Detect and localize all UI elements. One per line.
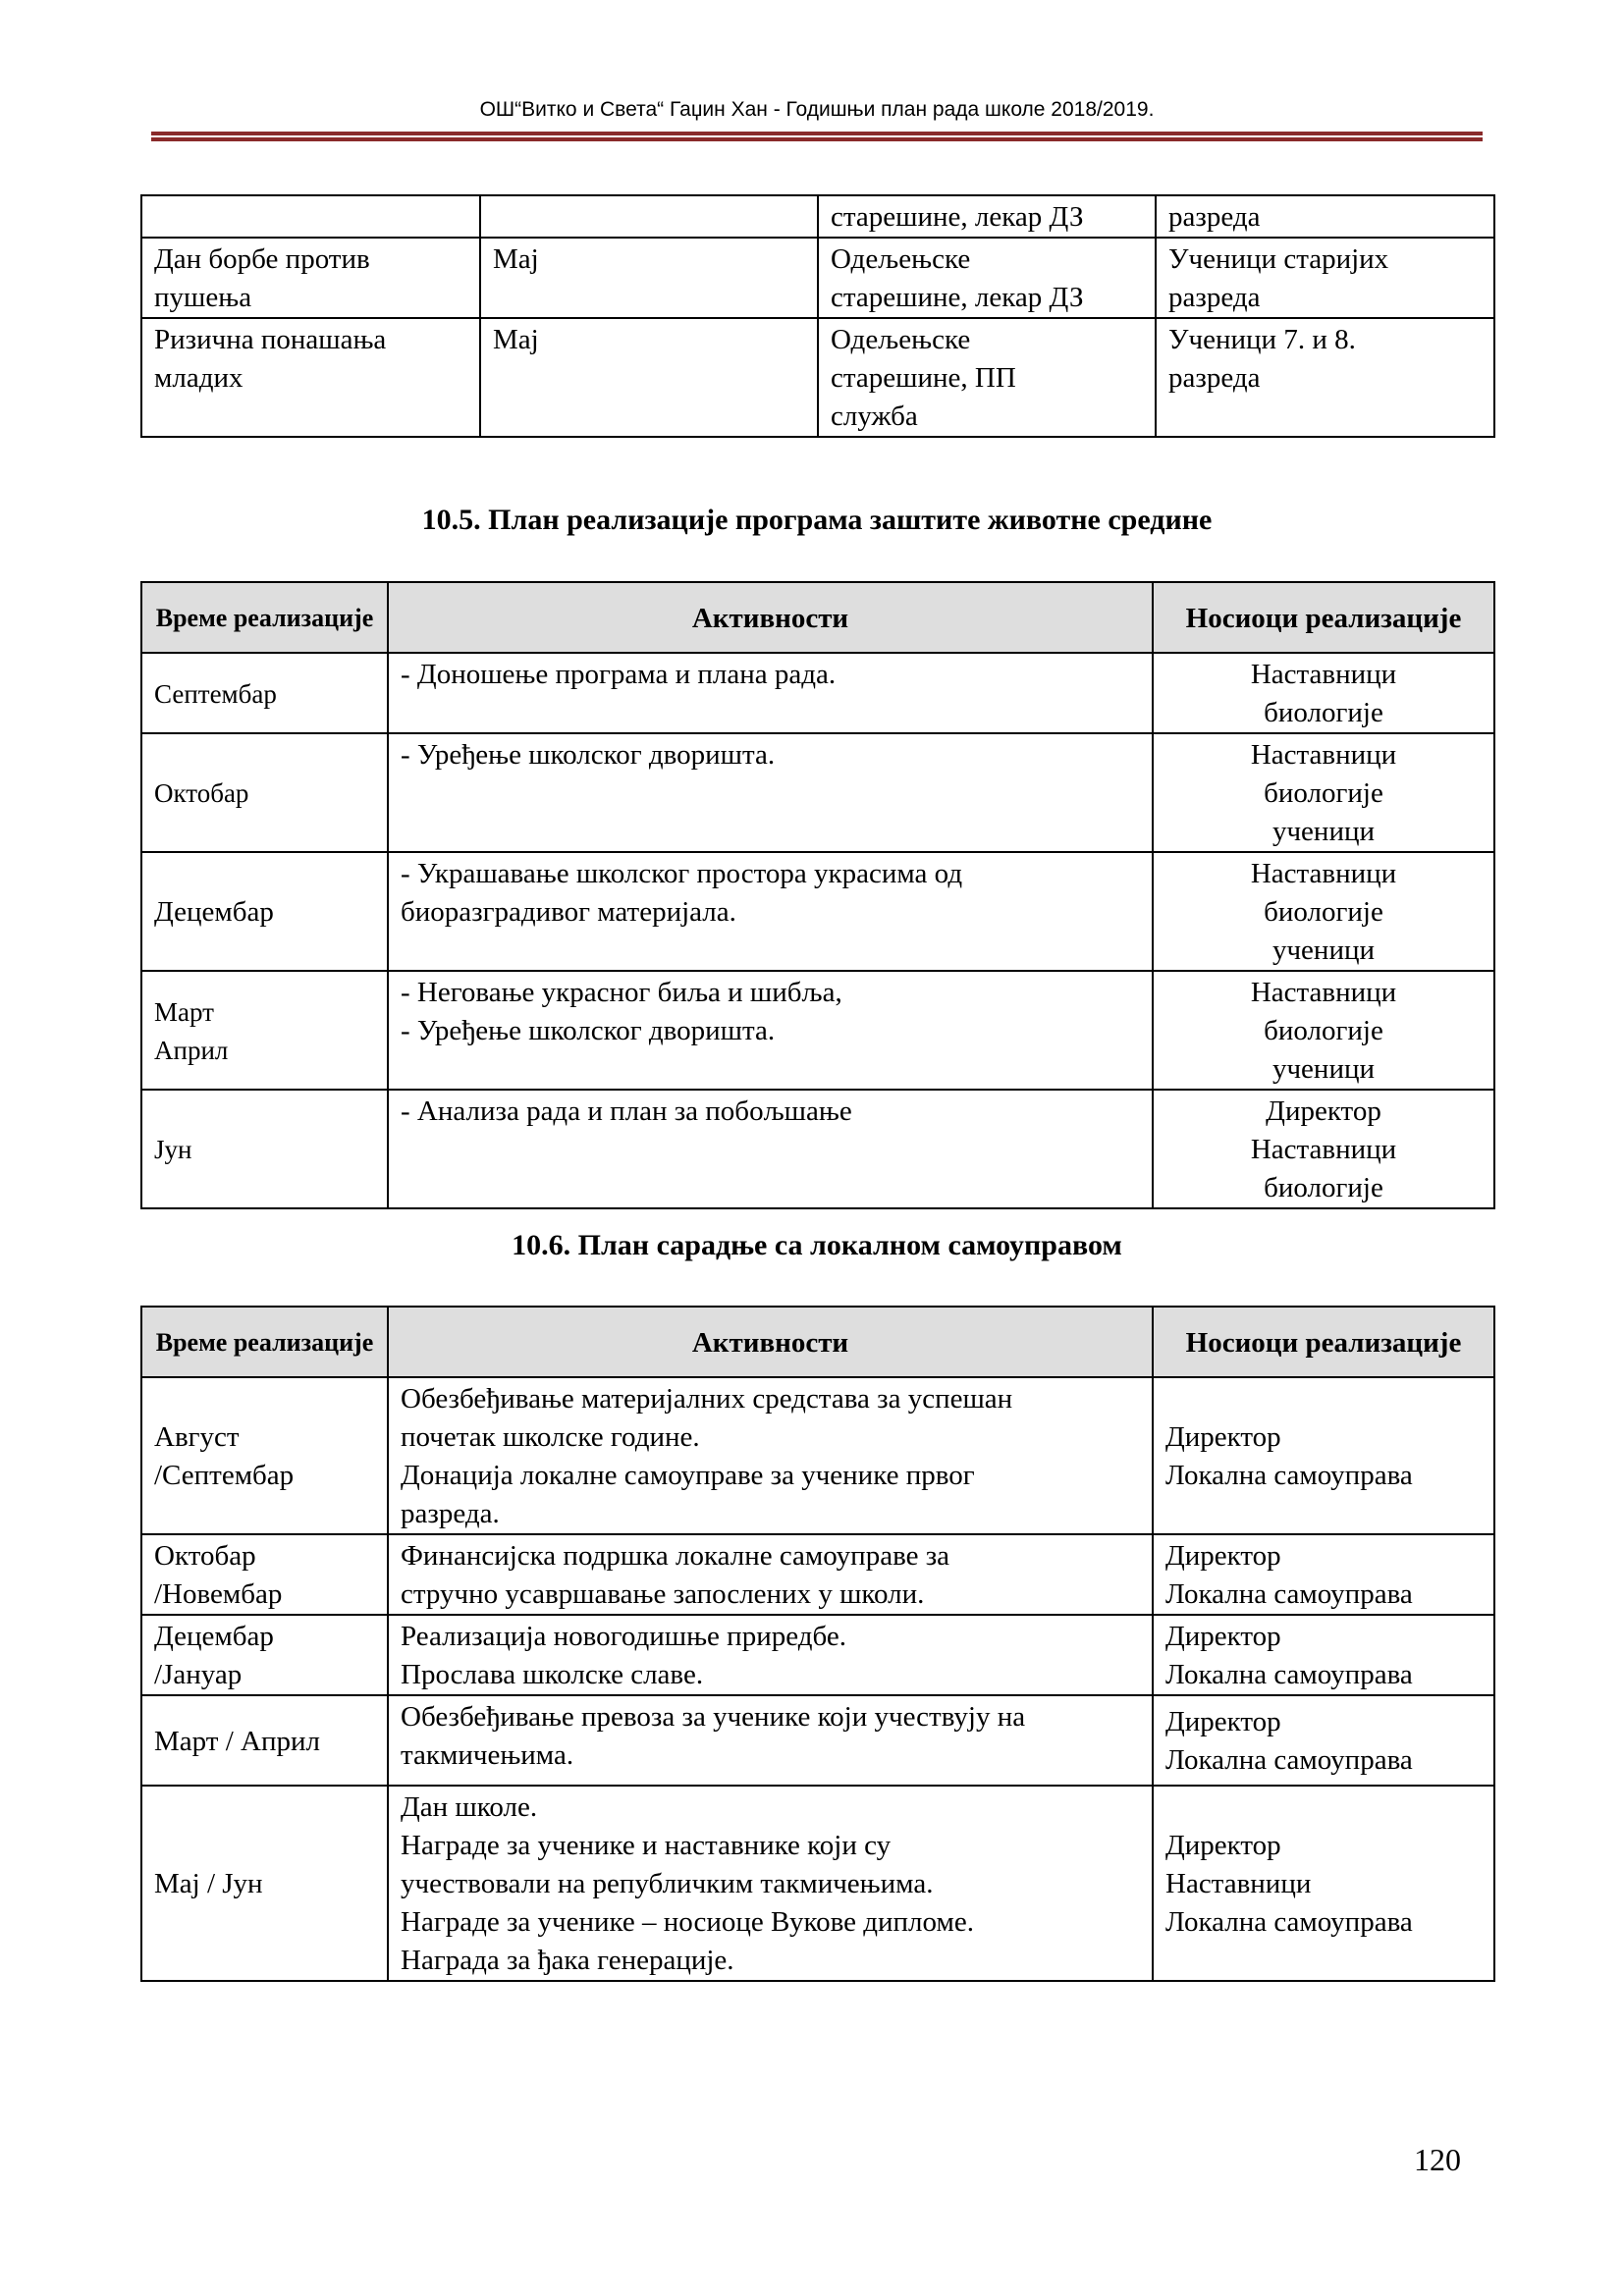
cell-activities: [388, 1695, 1153, 1786]
cell-activities: [388, 1377, 1153, 1534]
cell-text-line: Октобар: [154, 778, 249, 808]
header-carriers: Носиоци реализације: [1153, 582, 1494, 653]
cell-text-line: Мај: [493, 243, 539, 275]
table-row: [141, 733, 1494, 852]
cell-text-line: Финансијска подршка локалне самоуправе за: [401, 1540, 950, 1572]
cell-carriers: [1153, 1377, 1494, 1534]
cell-carriers: [1153, 1534, 1494, 1615]
cell-activities: [388, 852, 1153, 971]
cell-text-line: Наставници: [1250, 659, 1397, 690]
cell-text-line: /Септембар: [154, 1460, 295, 1491]
header-activities: Активности: [388, 1307, 1153, 1377]
cell-text-line: Август: [154, 1421, 240, 1453]
cell-text-line: Награда за ђака генерације.: [401, 1945, 734, 1976]
cell-activities: [388, 1786, 1153, 1981]
cell-text-line: Одељењске: [831, 324, 971, 355]
cell-carriers: [1153, 653, 1494, 733]
page-header-title: ОШ“Витко и Света“ Гаџин Хан - Годишњи план рада школе 2018/2019.: [479, 98, 1155, 121]
cell-text-line: Локална самоуправа: [1165, 1578, 1413, 1610]
continuation-table: [140, 194, 1495, 438]
cell-text-line: Награде за ученике – носиоце Вукове дипломе.: [401, 1906, 974, 1938]
section-title-local-government: 10.6. План сарадње са локалном самоуправом: [512, 1229, 1122, 1261]
cell-time: [141, 852, 388, 971]
cell-activities: [388, 1534, 1153, 1615]
cell-carriers: [1153, 733, 1494, 852]
cell-activity: [141, 195, 480, 238]
cell-text-line: Прослава школске славе.: [401, 1659, 704, 1690]
cell-text-line: Локална самоуправа: [1165, 1744, 1413, 1776]
cell-text-line: Одељењске: [831, 243, 971, 275]
cell-text-line: - Анализа рада и план за побољшање: [401, 1095, 852, 1127]
cell-text-line: пушења: [154, 282, 252, 313]
cell-text-line: биологије: [1264, 1172, 1383, 1203]
cell-text-line: Директор: [1266, 1095, 1381, 1127]
cell-text-line: учествовали на републичким такмичењима.: [401, 1868, 934, 1899]
cell-text-line: Директор: [1165, 1830, 1281, 1861]
cell-time: [141, 653, 388, 733]
cell-text-line: Децембар: [154, 896, 274, 928]
cell-text-line: Ризична понашања: [154, 324, 387, 355]
cell-text-line: - Неговање украсног биља и шибља,: [401, 977, 842, 1008]
cell-text-line: /Јануар: [154, 1659, 243, 1690]
cell-text-line: Локална самоуправа: [1165, 1906, 1413, 1938]
cell-text-line: биологије: [1264, 1015, 1383, 1046]
cell-carriers: [1153, 852, 1494, 971]
cell-text-line: ученици: [1271, 1053, 1376, 1085]
cell-text-line: младих: [154, 362, 243, 394]
cell-time: [141, 1786, 388, 1981]
cell-text-line: Донација локалне самоуправе за ученике првог: [401, 1460, 975, 1491]
cell-text-line: Ученици 7. и 8.: [1168, 324, 1356, 355]
cell-text-line: Директор: [1165, 1421, 1281, 1453]
header-divider: [151, 132, 1483, 143]
cell-text-line: - Украшавање школског простора украсима од: [401, 858, 963, 889]
cell-carriers: [1153, 971, 1494, 1090]
cell-text-line: Локална самоуправа: [1165, 1460, 1413, 1491]
cell-text-line: Мај: [493, 324, 539, 355]
table-row: [141, 1534, 1494, 1615]
cell-activities: [388, 1615, 1153, 1695]
cell-carriers: [818, 318, 1156, 437]
cell-text-line: служба: [831, 400, 918, 432]
cell-text-line: стручно усавршавање запослених у школи.: [401, 1578, 925, 1610]
cell-text-line: Наставници: [1165, 1868, 1312, 1899]
cell-text-line: Награде за ученике и наставнике који су: [401, 1830, 892, 1861]
environment-plan-table: [140, 581, 1495, 1209]
cell-text-line: Наставници: [1250, 1134, 1397, 1165]
cell-carriers: [1153, 1615, 1494, 1695]
cell-time: [141, 1090, 388, 1208]
header-time: Време реализације: [141, 1307, 388, 1377]
cell-carriers: [1153, 1090, 1494, 1208]
cell-text-line: разреда: [1168, 282, 1261, 313]
header-time: Време реализације: [141, 582, 388, 653]
cell-time: [141, 971, 388, 1090]
cell-text-line: Децембар: [154, 1621, 274, 1652]
cell-time: [141, 1695, 388, 1786]
cell-text-line: Дан борбе против: [154, 243, 370, 275]
cell-text-line: Април: [154, 1035, 229, 1065]
cell-text-line: Јун: [154, 1135, 192, 1164]
cell-text-line: Локална самоуправа: [1165, 1659, 1413, 1690]
cell-carriers: [1153, 1786, 1494, 1981]
table-header-row: [141, 582, 1494, 653]
cell-text-line: ученици: [1271, 816, 1376, 847]
section-title-environment: 10.5. План реализације програма заштите животне средине: [421, 504, 1213, 536]
cell-activities: [388, 733, 1153, 852]
table-row: [141, 971, 1494, 1090]
cell-text-line: Мај / Јун: [154, 1868, 263, 1899]
cell-text-line: биологије: [1264, 777, 1383, 809]
cell-text-line: разреда: [1168, 362, 1261, 394]
cell-text-line: биологије: [1264, 896, 1383, 928]
cell-text-line: такмичењима.: [401, 1739, 574, 1771]
cell-time: [480, 318, 818, 437]
cell-text-line: Дан школе.: [401, 1791, 538, 1823]
table-row: [141, 1377, 1494, 1534]
cell-text-line: Реализација новогодишње приредбе.: [401, 1621, 846, 1652]
cell-time: [141, 1377, 388, 1534]
table-header-row: [141, 1307, 1494, 1377]
cell-participants: [1156, 195, 1494, 238]
cell-activities: [388, 653, 1153, 733]
cell-text-line: Директор: [1165, 1540, 1281, 1572]
table-row: [141, 1090, 1494, 1208]
cell-text-line: - Уређење школског дворишта.: [401, 1015, 776, 1046]
cell-activity: [141, 238, 480, 318]
header-activities: Активности: [388, 582, 1153, 653]
cell-text-line: биоразградивог материјала.: [401, 896, 736, 928]
table-row: [141, 653, 1494, 733]
local-government-plan-table: [140, 1306, 1495, 1982]
cell-text-line: Наставници: [1250, 739, 1397, 771]
cell-text-line: Септембар: [154, 678, 277, 709]
cell-time: [141, 1615, 388, 1695]
header-carriers: Носиоци реализације: [1153, 1307, 1494, 1377]
cell-text-line: - Уређење школског дворишта.: [401, 739, 776, 771]
cell-text-line: старешине, ПП: [831, 362, 1016, 394]
cell-text-line: Обезбеђивање превоза за ученике који учествују на: [401, 1701, 1026, 1733]
page-number: 120: [1414, 2142, 1461, 2177]
cell-participants: [1156, 318, 1494, 437]
cell-text-line: разреда.: [401, 1498, 500, 1529]
cell-text-line: разреда: [1168, 201, 1261, 233]
cell-carriers: [818, 238, 1156, 318]
table-row: [141, 238, 1494, 318]
cell-time: [141, 733, 388, 852]
cell-activity: [141, 318, 480, 437]
cell-time: [480, 238, 818, 318]
table-row: [141, 318, 1494, 437]
cell-text-line: биологије: [1264, 697, 1383, 728]
table-row: [141, 1695, 1494, 1786]
cell-text-line: Директор: [1165, 1706, 1281, 1737]
cell-text-line: ученици: [1271, 934, 1376, 966]
cell-text-line: Наставници: [1250, 858, 1397, 889]
cell-text-line: старешине, лекар ДЗ: [831, 282, 1084, 313]
cell-activities: [388, 971, 1153, 1090]
cell-time: [141, 1534, 388, 1615]
table-row: [141, 1615, 1494, 1695]
cell-text-line: Директор: [1165, 1621, 1281, 1652]
cell-text-line: - Доношење програма и плана рада.: [401, 659, 837, 690]
cell-text-line: Март: [154, 996, 214, 1027]
table-row: [141, 195, 1494, 238]
cell-text-line: Наставници: [1250, 977, 1397, 1008]
cell-text-line: Март / Април: [154, 1725, 320, 1757]
cell-carriers: [1153, 1695, 1494, 1786]
cell-text-line: старешине, лекар ДЗ: [831, 201, 1084, 233]
cell-participants: [1156, 238, 1494, 318]
cell-text-line: Октобар: [154, 1540, 256, 1572]
cell-text-line: почетак школске године.: [401, 1421, 700, 1453]
cell-time: [480, 195, 818, 238]
table-row: [141, 1786, 1494, 1981]
cell-text-line: Ученици старијих: [1168, 243, 1389, 275]
cell-text-line: Обезбеђивање материјалних средстава за успешан: [401, 1383, 1013, 1415]
table-row: [141, 852, 1494, 971]
cell-activities: [388, 1090, 1153, 1208]
cell-carriers: [818, 195, 1156, 238]
cell-text-line: /Новембар: [154, 1578, 283, 1610]
